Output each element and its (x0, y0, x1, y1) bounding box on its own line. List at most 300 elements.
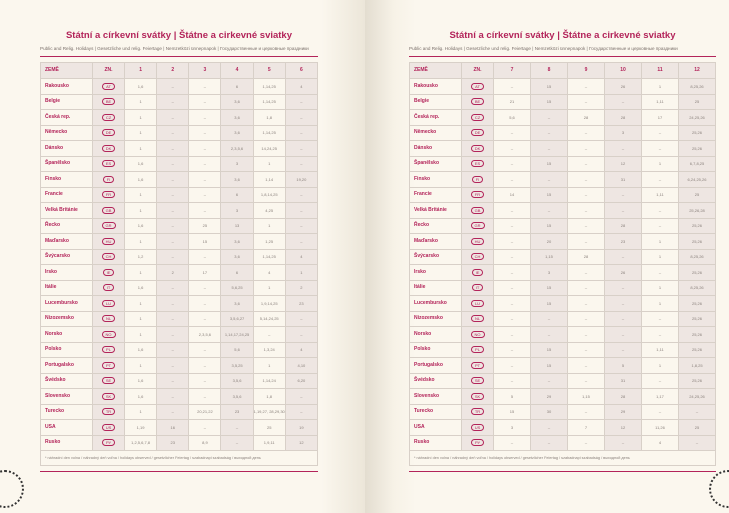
holiday-days-cell: – (157, 94, 189, 110)
holiday-days-cell: 19,20 (285, 172, 317, 188)
table-row (410, 110, 716, 126)
holiday-days-cell: – (157, 358, 189, 374)
country-code-cell (462, 125, 494, 141)
holiday-days-cell: 4,10 (285, 358, 317, 374)
country-code-badge: IT (472, 284, 484, 291)
holiday-days-cell: – (605, 296, 642, 312)
holiday-days-cell: 15 (531, 218, 568, 234)
holiday-days-cell: 20,21,22 (189, 404, 221, 420)
holiday-days-cell: – (531, 125, 568, 141)
country-name: Velká Británie (41, 203, 93, 219)
holiday-days-cell: – (189, 249, 221, 265)
country-code-cell (93, 404, 125, 420)
holiday-days-cell: 1 (642, 296, 679, 312)
holiday-days-cell: 1,14,17,24,25 (221, 327, 253, 343)
holiday-days-cell: 1 (642, 234, 679, 250)
country-name: Velká Británie (410, 203, 462, 219)
holiday-days-cell: – (285, 389, 317, 405)
holiday-days-cell: 25 (679, 94, 716, 110)
holiday-days-cell: – (157, 203, 189, 219)
country-name: Švédsko (410, 373, 462, 389)
holiday-days-cell: 3,6 (221, 110, 253, 126)
holiday-days-cell: 1,25 (253, 234, 285, 250)
holiday-days-cell: – (605, 280, 642, 296)
country-code-badge: IE (472, 269, 484, 276)
holiday-days-cell: 23 (221, 404, 253, 420)
country-code-cell (462, 280, 494, 296)
country-name: Maďarsko (41, 234, 93, 250)
holiday-days-cell: 1,6 (125, 342, 157, 358)
holidays-table-jan-jun (40, 62, 318, 466)
holiday-days-cell: – (642, 172, 679, 188)
country-name: Nizozemsko (410, 311, 462, 327)
holiday-days-cell: – (568, 373, 605, 389)
holiday-days-cell: 1,6 (125, 373, 157, 389)
table-row (410, 327, 716, 343)
table-row (41, 234, 318, 250)
holiday-days-cell: 3,6 (221, 125, 253, 141)
country-code-badge: HU (471, 238, 485, 245)
holiday-days-cell: – (531, 110, 568, 126)
country-name: Itálie (410, 280, 462, 296)
holiday-days-cell: 28 (568, 110, 605, 126)
table-row (41, 110, 318, 126)
holiday-days-cell: 1 (642, 280, 679, 296)
country-code-badge: HU (102, 238, 116, 245)
holiday-days-cell: 25 (679, 420, 716, 436)
holiday-days-cell: – (642, 125, 679, 141)
holiday-days-cell: 1 (253, 218, 285, 234)
country-code-badge: IE (103, 269, 115, 276)
holiday-days-cell: 1,3,24 (253, 342, 285, 358)
country-name: Turecko (410, 404, 462, 420)
holiday-days-cell: 1 (642, 79, 679, 95)
table-row (41, 172, 318, 188)
holiday-days-cell: – (568, 172, 605, 188)
holiday-days-cell: 2 (157, 265, 189, 281)
country-code-badge: DE (102, 129, 116, 136)
holiday-days-cell: – (189, 172, 221, 188)
table-row (410, 218, 716, 234)
country-code-cell (93, 280, 125, 296)
table-row (41, 125, 318, 141)
holiday-days-cell: – (285, 156, 317, 172)
holiday-days-cell: – (642, 373, 679, 389)
holiday-days-cell: 5,6,25 (221, 280, 253, 296)
table-row (410, 265, 716, 281)
country-code-badge: CZ (471, 114, 484, 121)
column-header-code: ZN. (462, 63, 494, 79)
holiday-days-cell: 4 (285, 249, 317, 265)
holiday-days-cell: 5 (605, 358, 642, 374)
holiday-days-cell: 28 (605, 389, 642, 405)
holiday-days-cell: – (189, 373, 221, 389)
table-row (410, 141, 716, 157)
holiday-days-cell: – (642, 311, 679, 327)
holiday-days-cell: 23 (285, 296, 317, 312)
holiday-days-cell: 1 (125, 94, 157, 110)
column-header-month: 5 (253, 63, 285, 79)
holiday-days-cell: 1 (253, 280, 285, 296)
column-header-month: 11 (642, 63, 679, 79)
country-name: Česká rep. (41, 110, 93, 126)
table-row (410, 389, 716, 405)
holiday-days-cell: 4 (285, 79, 317, 95)
footnote-row (410, 451, 716, 466)
holiday-days-cell: 25 (253, 420, 285, 436)
country-code-badge: CH (102, 253, 116, 260)
holiday-days-cell: 15 (531, 280, 568, 296)
holiday-days-cell: 1,14,25 (253, 79, 285, 95)
holiday-days-cell: 4,25 (253, 203, 285, 219)
country-code-cell (93, 342, 125, 358)
holiday-days-cell: 1,6 (125, 156, 157, 172)
country-code-cell (93, 389, 125, 405)
holiday-days-cell: 29 (605, 404, 642, 420)
country-name: Rakousko (410, 79, 462, 95)
holiday-days-cell: 25,26 (679, 342, 716, 358)
country-name: Rakousko (41, 79, 93, 95)
holiday-days-cell: 15 (531, 79, 568, 95)
country-code-badge: PT (102, 362, 115, 369)
holiday-days-cell: – (531, 203, 568, 219)
holiday-days-cell: 5 (494, 389, 531, 405)
column-header-month: 10 (605, 63, 642, 79)
holiday-days-cell: 25,26 (679, 265, 716, 281)
holiday-days-cell: – (285, 311, 317, 327)
country-code-badge: TR (102, 408, 115, 415)
country-code-cell (93, 79, 125, 95)
country-code-cell (462, 141, 494, 157)
holiday-days-cell: 23 (157, 435, 189, 451)
table-row (41, 265, 318, 281)
table-row (410, 125, 716, 141)
table-row (41, 404, 318, 420)
country-code-badge: CH (471, 253, 485, 260)
country-code-badge: GB (471, 207, 485, 214)
footnote: * náhradní den volna / náhradný deň voľna / holidays observed / gesetzlicher Feiertag / szabadnapi szabadság / выходной день (410, 451, 716, 466)
holiday-days-cell: 1,8 (253, 389, 285, 405)
country-name: USA (410, 420, 462, 436)
country-name: Norsko (41, 327, 93, 343)
country-name: Slovensko (410, 389, 462, 405)
page-title: Státní a církevní svátky | Štátne a cirkevné sviatky (449, 30, 676, 41)
holiday-days-cell: 1,8,25 (679, 358, 716, 374)
country-name: Francie (410, 187, 462, 203)
holiday-days-cell: – (568, 79, 605, 95)
country-name: Rusko (41, 435, 93, 451)
holiday-days-cell: 1,11 (642, 342, 679, 358)
country-name: Švýcarsko (41, 249, 93, 265)
holiday-days-cell: 3,6 (221, 249, 253, 265)
holiday-days-cell: – (189, 342, 221, 358)
country-name: Švédsko (41, 373, 93, 389)
country-code-cell (93, 172, 125, 188)
holiday-days-cell: 1,19,27, 28,29,30 (253, 404, 285, 420)
holiday-days-cell: – (494, 296, 531, 312)
holiday-days-cell: – (189, 141, 221, 157)
table-row (41, 389, 318, 405)
holiday-days-cell: – (285, 187, 317, 203)
holiday-days-cell: 1,6 (125, 218, 157, 234)
country-name: Maďarsko (410, 234, 462, 250)
column-header-month: 9 (568, 63, 605, 79)
holiday-days-cell: – (605, 327, 642, 343)
divider (409, 471, 716, 472)
holiday-days-cell: 1 (125, 141, 157, 157)
table-row (410, 373, 716, 389)
country-code-badge: DE (471, 129, 485, 136)
holiday-days-cell: 23 (605, 234, 642, 250)
holiday-days-cell: 12 (285, 435, 317, 451)
holiday-days-cell: 15 (531, 296, 568, 312)
holiday-days-cell: – (605, 141, 642, 157)
holiday-days-cell: – (494, 311, 531, 327)
country-name: Řecko (41, 218, 93, 234)
table-row (410, 172, 716, 188)
country-name: Rusko (410, 435, 462, 451)
holiday-days-cell: 1 (125, 125, 157, 141)
holiday-days-cell: 26 (605, 265, 642, 281)
country-code-badge: DK (471, 145, 485, 152)
holiday-days-cell: – (157, 311, 189, 327)
column-header-month: 6 (285, 63, 317, 79)
country-name: Polsko (410, 342, 462, 358)
column-header-code: ZN. (93, 63, 125, 79)
table-row (41, 156, 318, 172)
holiday-days-cell: 16 (157, 420, 189, 436)
column-header-country: ZEMĚ (41, 63, 93, 79)
holiday-days-cell: – (157, 296, 189, 312)
country-name: Finsko (41, 172, 93, 188)
table-row (41, 187, 318, 203)
holiday-days-cell: – (679, 404, 716, 420)
holiday-days-cell: – (285, 234, 317, 250)
holiday-days-cell: – (157, 187, 189, 203)
holiday-days-cell: – (605, 94, 642, 110)
holiday-days-cell: – (189, 125, 221, 141)
holiday-days-cell: 5,6 (494, 110, 531, 126)
country-code-badge: FR (471, 191, 484, 198)
country-name: Portugalsko (41, 358, 93, 374)
holiday-days-cell: – (605, 342, 642, 358)
country-code-cell (462, 389, 494, 405)
holiday-days-cell: – (189, 156, 221, 172)
country-name: Španělsko (410, 156, 462, 172)
holiday-days-cell: – (531, 172, 568, 188)
holiday-days-cell: – (285, 327, 317, 343)
country-code-cell (462, 79, 494, 95)
country-code-cell (462, 296, 494, 312)
country-code-cell (93, 358, 125, 374)
country-code-cell (462, 187, 494, 203)
holiday-days-cell: – (494, 79, 531, 95)
holiday-days-cell: 1 (642, 358, 679, 374)
decorative-dots-icon (0, 470, 24, 508)
country-code-cell (462, 358, 494, 374)
table-row (41, 373, 318, 389)
holiday-days-cell: – (494, 342, 531, 358)
holiday-days-cell: – (568, 265, 605, 281)
country-code-badge: PL (471, 346, 484, 353)
country-code-cell (462, 94, 494, 110)
holiday-days-cell: 1,2 (125, 249, 157, 265)
country-code-cell (462, 110, 494, 126)
holiday-days-cell: 2,3,5,6 (221, 141, 253, 157)
holiday-days-cell: 1,8,14,25 (253, 187, 285, 203)
holiday-days-cell: – (157, 280, 189, 296)
country-code-badge: SE (102, 377, 115, 384)
holiday-days-cell: 5,14,24,25 (253, 311, 285, 327)
country-name: Německo (41, 125, 93, 141)
holiday-days-cell: – (494, 156, 531, 172)
holiday-days-cell: 1 (253, 156, 285, 172)
decorative-dots-icon (709, 470, 729, 508)
country-code-cell (93, 187, 125, 203)
holiday-days-cell: – (568, 296, 605, 312)
country-code-badge: ES (102, 160, 115, 167)
holiday-days-cell: 1 (125, 234, 157, 250)
holiday-days-cell: – (285, 110, 317, 126)
page-subtitle: Public and Relig. Holidays | Gesetzliche und relig. Feiertage | Nemzetközi ünnepnapok | Государственные и церковные праздники (409, 46, 678, 51)
holiday-days-cell: 1,11 (642, 187, 679, 203)
holiday-days-cell: 8,9 (189, 435, 221, 451)
holiday-days-cell: 12 (605, 156, 642, 172)
holiday-days-cell: 1,9,14,25 (253, 296, 285, 312)
country-name: Dánsko (410, 141, 462, 157)
holiday-days-cell: – (568, 125, 605, 141)
country-code-badge: US (102, 424, 116, 431)
table-row (41, 311, 318, 327)
holiday-days-cell: – (494, 327, 531, 343)
holiday-days-cell: 20 (531, 234, 568, 250)
page-subtitle: Public and Relig. Holidays | Gesetzliche und relig. Feiertage | Nemzetközi ünnepnapok | Государственные и церковные праздники (40, 46, 309, 51)
holiday-days-cell: 1 (125, 203, 157, 219)
country-code-badge: NO (102, 331, 116, 338)
country-code-cell (462, 234, 494, 250)
holiday-days-cell: 1 (125, 265, 157, 281)
country-code-cell (93, 296, 125, 312)
column-header-month: 8 (531, 63, 568, 79)
country-code-cell (93, 94, 125, 110)
country-code-badge: LU (471, 300, 484, 307)
holiday-days-cell: 1 (125, 296, 157, 312)
holiday-days-cell: – (157, 141, 189, 157)
holiday-days-cell: – (157, 404, 189, 420)
holiday-days-cell: 1,6 (125, 79, 157, 95)
holiday-days-cell: 3 (221, 203, 253, 219)
holiday-days-cell: – (531, 435, 568, 451)
footnote: * náhradní den volna / náhradný deň voľna / holidays observed / gesetzlicher Feiertag / szabadnapi szabadság / выходной день (41, 451, 318, 466)
holiday-days-cell: – (642, 404, 679, 420)
holiday-days-cell: – (494, 280, 531, 296)
holiday-days-cell: 1,17 (642, 389, 679, 405)
table-row (410, 311, 716, 327)
holiday-days-cell: 28 (605, 110, 642, 126)
column-header-month: 7 (494, 63, 531, 79)
country-code-badge: CZ (102, 114, 115, 121)
table-row (410, 203, 716, 219)
holiday-days-cell: – (189, 79, 221, 95)
holiday-days-cell: – (531, 327, 568, 343)
holiday-days-cell: – (221, 435, 253, 451)
holiday-days-cell: 25 (189, 218, 221, 234)
country-code-badge: FR (102, 191, 115, 198)
country-code-badge: IT (103, 284, 115, 291)
holiday-days-cell: – (189, 311, 221, 327)
country-code-cell (462, 172, 494, 188)
holiday-days-cell: 1 (125, 327, 157, 343)
holiday-days-cell: – (494, 373, 531, 389)
table-row (410, 358, 716, 374)
country-name: Norsko (410, 327, 462, 343)
holiday-days-cell: – (285, 218, 317, 234)
holiday-days-cell: – (568, 94, 605, 110)
holiday-days-cell: – (189, 280, 221, 296)
country-code-badge: BE (471, 98, 484, 105)
country-code-cell (462, 265, 494, 281)
divider (40, 471, 318, 472)
holiday-days-cell: – (157, 79, 189, 95)
country-code-cell (93, 110, 125, 126)
holiday-days-cell: 7 (568, 420, 605, 436)
holiday-days-cell: – (531, 311, 568, 327)
country-code-cell (93, 373, 125, 389)
table-row (410, 342, 716, 358)
country-code-badge: GR (102, 222, 116, 229)
holiday-days-cell: – (494, 234, 531, 250)
country-code-badge: AT (102, 83, 115, 90)
country-code-badge: SK (102, 393, 115, 400)
country-code-badge: BE (102, 98, 115, 105)
holiday-days-cell: – (494, 141, 531, 157)
holiday-days-cell: – (605, 311, 642, 327)
holiday-days-cell: 14 (494, 187, 531, 203)
holiday-days-cell: – (568, 435, 605, 451)
holiday-days-cell: 1 (642, 156, 679, 172)
holiday-days-cell: 3,5,6 (221, 373, 253, 389)
holiday-days-cell: 1,11 (642, 94, 679, 110)
country-code-cell (462, 156, 494, 172)
holiday-days-cell: 1,19 (125, 420, 157, 436)
holiday-days-cell: 3,5,25 (221, 358, 253, 374)
table-row (410, 79, 716, 95)
holiday-days-cell: 3,6 (221, 296, 253, 312)
holiday-days-cell: – (605, 203, 642, 219)
country-name: Nizozemsko (41, 311, 93, 327)
holiday-days-cell: 1,14,25 (253, 125, 285, 141)
country-code-cell (462, 218, 494, 234)
holiday-days-cell: – (605, 435, 642, 451)
country-name: Belgie (410, 94, 462, 110)
holiday-days-cell: – (568, 156, 605, 172)
country-code-badge: AT (471, 83, 484, 90)
country-name: Francie (41, 187, 93, 203)
holiday-days-cell: – (568, 327, 605, 343)
divider (40, 56, 318, 57)
holiday-days-cell: 8,25,26 (679, 79, 716, 95)
holiday-days-cell: – (189, 203, 221, 219)
holiday-days-cell: – (568, 404, 605, 420)
holiday-days-cell: 25,26 (679, 327, 716, 343)
holiday-days-cell: 1,6 (125, 172, 157, 188)
holiday-days-cell: – (221, 420, 253, 436)
country-code-badge: NO (471, 331, 485, 338)
holiday-days-cell: 3 (221, 156, 253, 172)
holiday-days-cell: – (189, 358, 221, 374)
holiday-days-cell: – (568, 187, 605, 203)
country-code-cell (93, 156, 125, 172)
